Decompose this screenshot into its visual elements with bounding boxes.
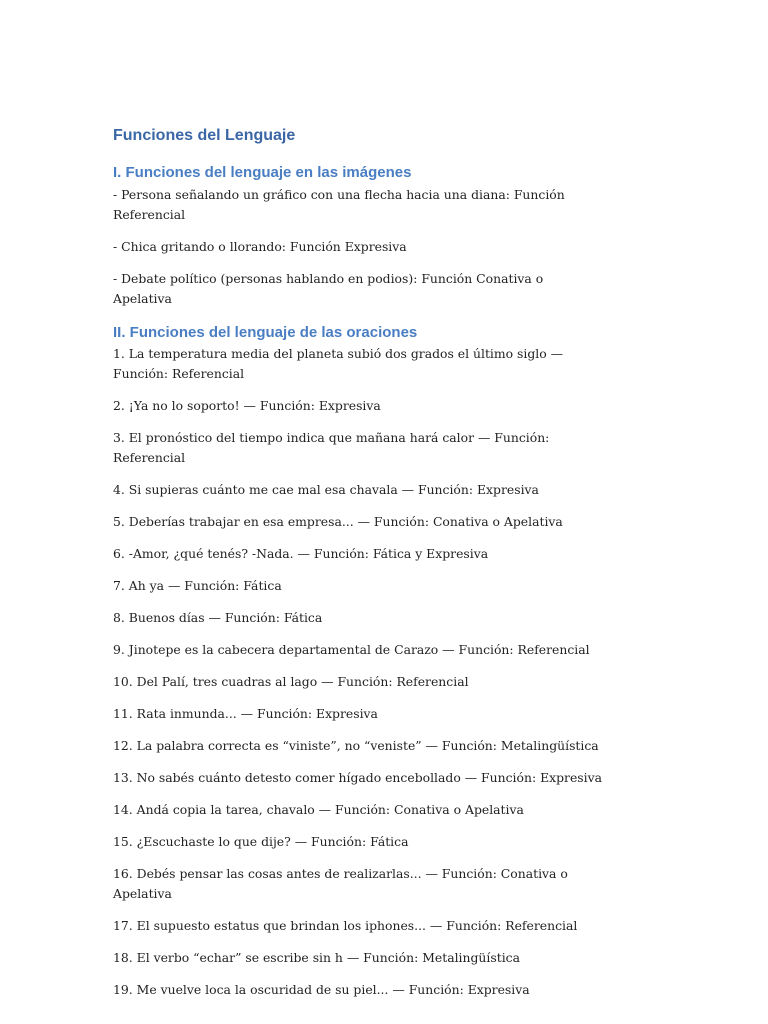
list-item: 18. El verbo “echar” se escribe sin h — Función: Metalingüística — [113, 950, 520, 965]
list-item: 15. ¿Escuchaste lo que dije? — Función: Fática — [113, 834, 409, 849]
list-item: 13. No sabés cuánto detesto comer hígado encebollado — Función: Expresiva — [113, 770, 602, 785]
list-item: 3. El pronóstico del tiempo indica que mañana hará calor — Función: Referencial — [113, 430, 550, 465]
list-item: 19. Me vuelve loca la oscuridad de su piel... — Función: Expresiva — [113, 982, 530, 997]
list-item: 5. Deberías trabajar en esa empresa... — Función: Conativa o Apelativa — [113, 514, 563, 529]
sentence-functions-list — [113, 344, 603, 1000]
list-item: 4. Si supieras cuánto me cae mal esa chavala — Función: Expresiva — [113, 482, 539, 497]
document-body — [113, 126, 603, 1000]
list-item: 6. -Amor, ¿qué tenés? -Nada. — Función: Fática y Expresiva — [113, 546, 489, 561]
list-item: 11. Rata inmunda... — Función: Expresiva — [113, 706, 378, 721]
document-title: Funciones del Lenguaje — [113, 127, 296, 144]
section-1-heading: I. Funciones del lenguaje en las imágenes — [113, 164, 412, 181]
list-item: - Persona señalando un gráfico con una flecha hacia una diana: Función Referencial — [113, 187, 565, 222]
list-item: 7. Ah ya — Función: Fática — [113, 578, 282, 593]
list-item: 2. ¡Ya no lo soporto! — Función: Expresiva — [113, 398, 381, 413]
list-item: 14. Andá copia la tarea, chavalo — Función: Conativa o Apelativa — [113, 802, 524, 817]
list-item: 12. La palabra correcta es “viniste”, no “veniste” — Función: Metalingüística — [113, 738, 599, 753]
list-item: 17. El supuesto estatus que brindan los iphones... — Función: Referencial — [113, 918, 578, 933]
list-item: - Chica gritando o llorando: Función Expresiva — [113, 239, 407, 254]
image-functions-list — [113, 185, 603, 309]
list-item: 9. Jinotepe es la cabecera departamental de Carazo — Función: Referencial — [113, 642, 590, 657]
list-item: - Debate político (personas hablando en podios): Función Conativa o Apelativa — [113, 271, 544, 306]
list-item: 10. Del Palí, tres cuadras al lago — Función: Referencial — [113, 674, 469, 689]
list-item: 1. La temperatura media del planeta subió dos grados el último siglo — Función: Referencial — [113, 346, 564, 381]
section-2-heading: II. Funciones del lenguaje de las oraciones — [113, 324, 418, 341]
list-item: 16. Debés pensar las cosas antes de realizarlas... — Función: Conativa o Apelativa — [113, 866, 568, 901]
list-item: 8. Buenos días — Función: Fática — [113, 610, 323, 625]
